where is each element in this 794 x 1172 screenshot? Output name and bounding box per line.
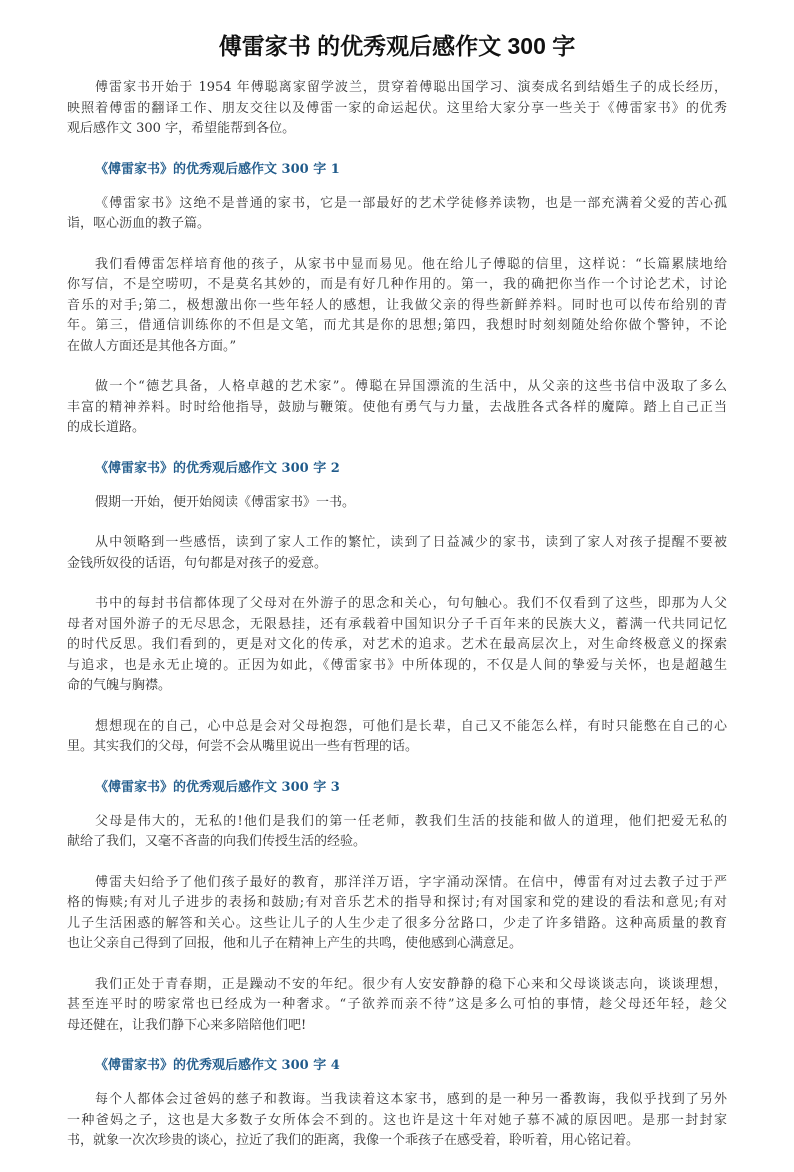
paragraph-line: 金钱所奴役的话语，句句都是对孩子的爱意。 xyxy=(67,555,328,571)
paragraph xyxy=(67,975,727,1037)
paragraph xyxy=(67,194,727,235)
paragraph xyxy=(67,533,727,574)
paragraph xyxy=(67,377,727,439)
paragraph-line: 书，就象一次次珍贵的谈心，拉近了我们的距离，我像一个乖孩子在感受着，聆听着，用心铭记着。 xyxy=(67,1133,640,1148)
paragraph xyxy=(67,594,727,697)
paragraph-line: 年。第三，借通信训练你的不但是文笔，而尤其是你的思想;第四，我想时时刻刻随处给你做个警钟，不论 xyxy=(67,318,727,333)
paragraph-line: 父母是伟大的，无私的!他们是我们的第一任老师，教我们生活的技能和做人的道理，他们把爱无私的 xyxy=(95,813,727,829)
paragraph-line: 假期一开始，便开始阅读《傅雷家书》一书。 xyxy=(95,494,356,510)
paragraph-line: 也让父亲自己得到了回报，他和儿子在精神上产生的共鸣，使他感到心满意足。 xyxy=(67,936,523,951)
paragraph xyxy=(67,493,727,514)
paragraph-line: 母还健在，让我们静下心来多陪陪他们吧! xyxy=(67,1017,307,1033)
paragraph-line: 一种爸妈之子，这也是大多数子女所体会不到的。这也许是这十年对她子慕不减的原因吧。是那一封封家 xyxy=(67,1112,727,1128)
paragraph-line: 甚至连平时的唠家常也已经成为一种奢求。“子欲养而亲不待”这是多么可怕的事情，趁父母还年轻，趁父 xyxy=(67,997,727,1012)
paragraph-line: 从中领略到一些感悟，读到了家人工作的繁忙，读到了日益减少的家书，读到了家人对孩子提醒不要被 xyxy=(95,535,727,550)
page-title: 傅雷家书 的优秀观后感作文 300 字 xyxy=(218,33,576,59)
paragraph-line: 你写信，不是空唠叨，不是莫名其妙的，而是有好几种作用的。第一，我的确把你当作一个讨论艺术，讨论 xyxy=(67,277,727,292)
section-heading: 《傅雷家书》的优秀观后感作文 300 字 4 xyxy=(95,1058,340,1073)
paragraph-line: 观后感作文 300 字，希望能帮到各位。 xyxy=(67,121,296,136)
paragraph-line: 格的悔赎;有对儿子进步的表扬和鼓励;有对音乐艺术的指导和探讨;有对国家和党的建设的看法和意见;有对 xyxy=(67,895,727,910)
paragraph-line: 里。其实我们的父母，何尝不会从嘴里说出一些有哲理的话。 xyxy=(67,739,419,754)
paragraph-line: 献给了我们，又毫不吝啬的向我们传授生活的经验。 xyxy=(67,834,367,849)
paragraph-line: 丰富的精神养料。时时给他指导，鼓励与鞭策。使他有勇气与力量，去战胜各式各样的魔障。踏上自己正当 xyxy=(67,399,727,415)
document-page xyxy=(67,30,727,1172)
paragraph-line: 诣，呕心沥血的教子篇。 xyxy=(67,216,211,231)
paragraph-line: 《傅雷家书》这绝不是普通的家书，它是一部最好的艺术学徒修养读物，也是一部充满着父爱的苦心孤 xyxy=(95,195,727,211)
paragraph-line: 的成长道路。 xyxy=(67,420,146,435)
paragraph-line: 书中的每封书信都体现了父母对在外游子的思念和关心，句句触心。我们不仅看到了这些，即那为人父 xyxy=(95,596,727,611)
paragraph-line: 每个人都体会过爸妈的慈子和教诲。当我读着这本家书，感到的是一种另一番教诲，我似乎找到了另外 xyxy=(95,1092,727,1107)
document-body xyxy=(67,78,727,1152)
paragraph-line: 的时代反思。我们看到的，更是对文化的传承，对艺术的追求。艺术在最高层次上，对生命终极意义的探索 xyxy=(67,637,727,652)
paragraph xyxy=(67,1090,727,1152)
paragraph-line: 儿子生活困惑的解答和关心。这些让儿子的人生少走了很多分岔路口，少走了许多错路。这种高质量的教育 xyxy=(67,915,727,931)
paragraph-line: 命的气魄与胸襟。 xyxy=(67,678,172,693)
paragraph-line: 母者对国外游子的无尽思念，无限悬挂，还有承载着中国知识分子千百年来的民族大义，蓄满一代共同记忆 xyxy=(67,616,727,632)
section-heading: 《傅雷家书》的优秀观后感作文 300 字 3 xyxy=(95,779,340,795)
paragraph xyxy=(67,812,727,853)
paragraph-line: 做一个“德艺具备，人格卓越的艺术家”。傅聪在异国漂流的生活中，从父亲的这些书信中汲取了多么 xyxy=(95,379,727,394)
section-heading: 《傅雷家书》的优秀观后感作文 300 字 1 xyxy=(95,161,340,177)
paragraph-line: 在做人方面还是其他各方面。” xyxy=(67,338,237,354)
paragraph-line: 与追求，也是永无止境的。正因为如此，《傅雷家书》中所体现的，不仅是人间的挚爱与关怀，也是超越生 xyxy=(67,657,727,673)
paragraph xyxy=(67,78,727,140)
paragraph-line: 傅雷夫妇给予了他们孩子最好的教育，那洋洋万语，字字涌动深情。在信中，傅雷有对过去教子过于严 xyxy=(95,874,727,890)
paragraph-line: 傅雷家书开始于 1954 年傅聪离家留学波兰，贯穿着傅聪出国学习、演奏成名到结婚生子的成长经历， xyxy=(95,80,727,95)
paragraph xyxy=(67,873,727,955)
paragraph-line: 想想现在的自己，心中总是会对父母抱怨，可他们是长辈，自己又不能怎么样，有时只能憋在自己的心 xyxy=(95,718,727,734)
paragraph-line: 映照着傅雷的翻译工作、朋友交往以及傅雷一家的命运起伏。这里给大家分享一些关于《傅雷家书》的优秀 xyxy=(67,100,727,116)
paragraph-line: 我们看傅雷怎样培育他的孩子，从家书中显而易见。他在给儿子傅聪的信里，这样说：“长篇累牍地给 xyxy=(95,256,727,272)
paragraph-line: 音乐的对手;第二，极想激出你一些年轻人的感想，让我做父亲的得些新鲜养料。同时也可以传布给别的青 xyxy=(67,297,727,313)
paragraph xyxy=(67,255,727,358)
section-heading: 《傅雷家书》的优秀观后感作文 300 字 2 xyxy=(95,460,340,476)
paragraph xyxy=(67,717,727,758)
paragraph-line: 我们正处于青春期，正是躁动不安的年纪。很少有人安安静静的稳下心来和父母谈谈志向，谈谈理想， xyxy=(95,976,727,992)
